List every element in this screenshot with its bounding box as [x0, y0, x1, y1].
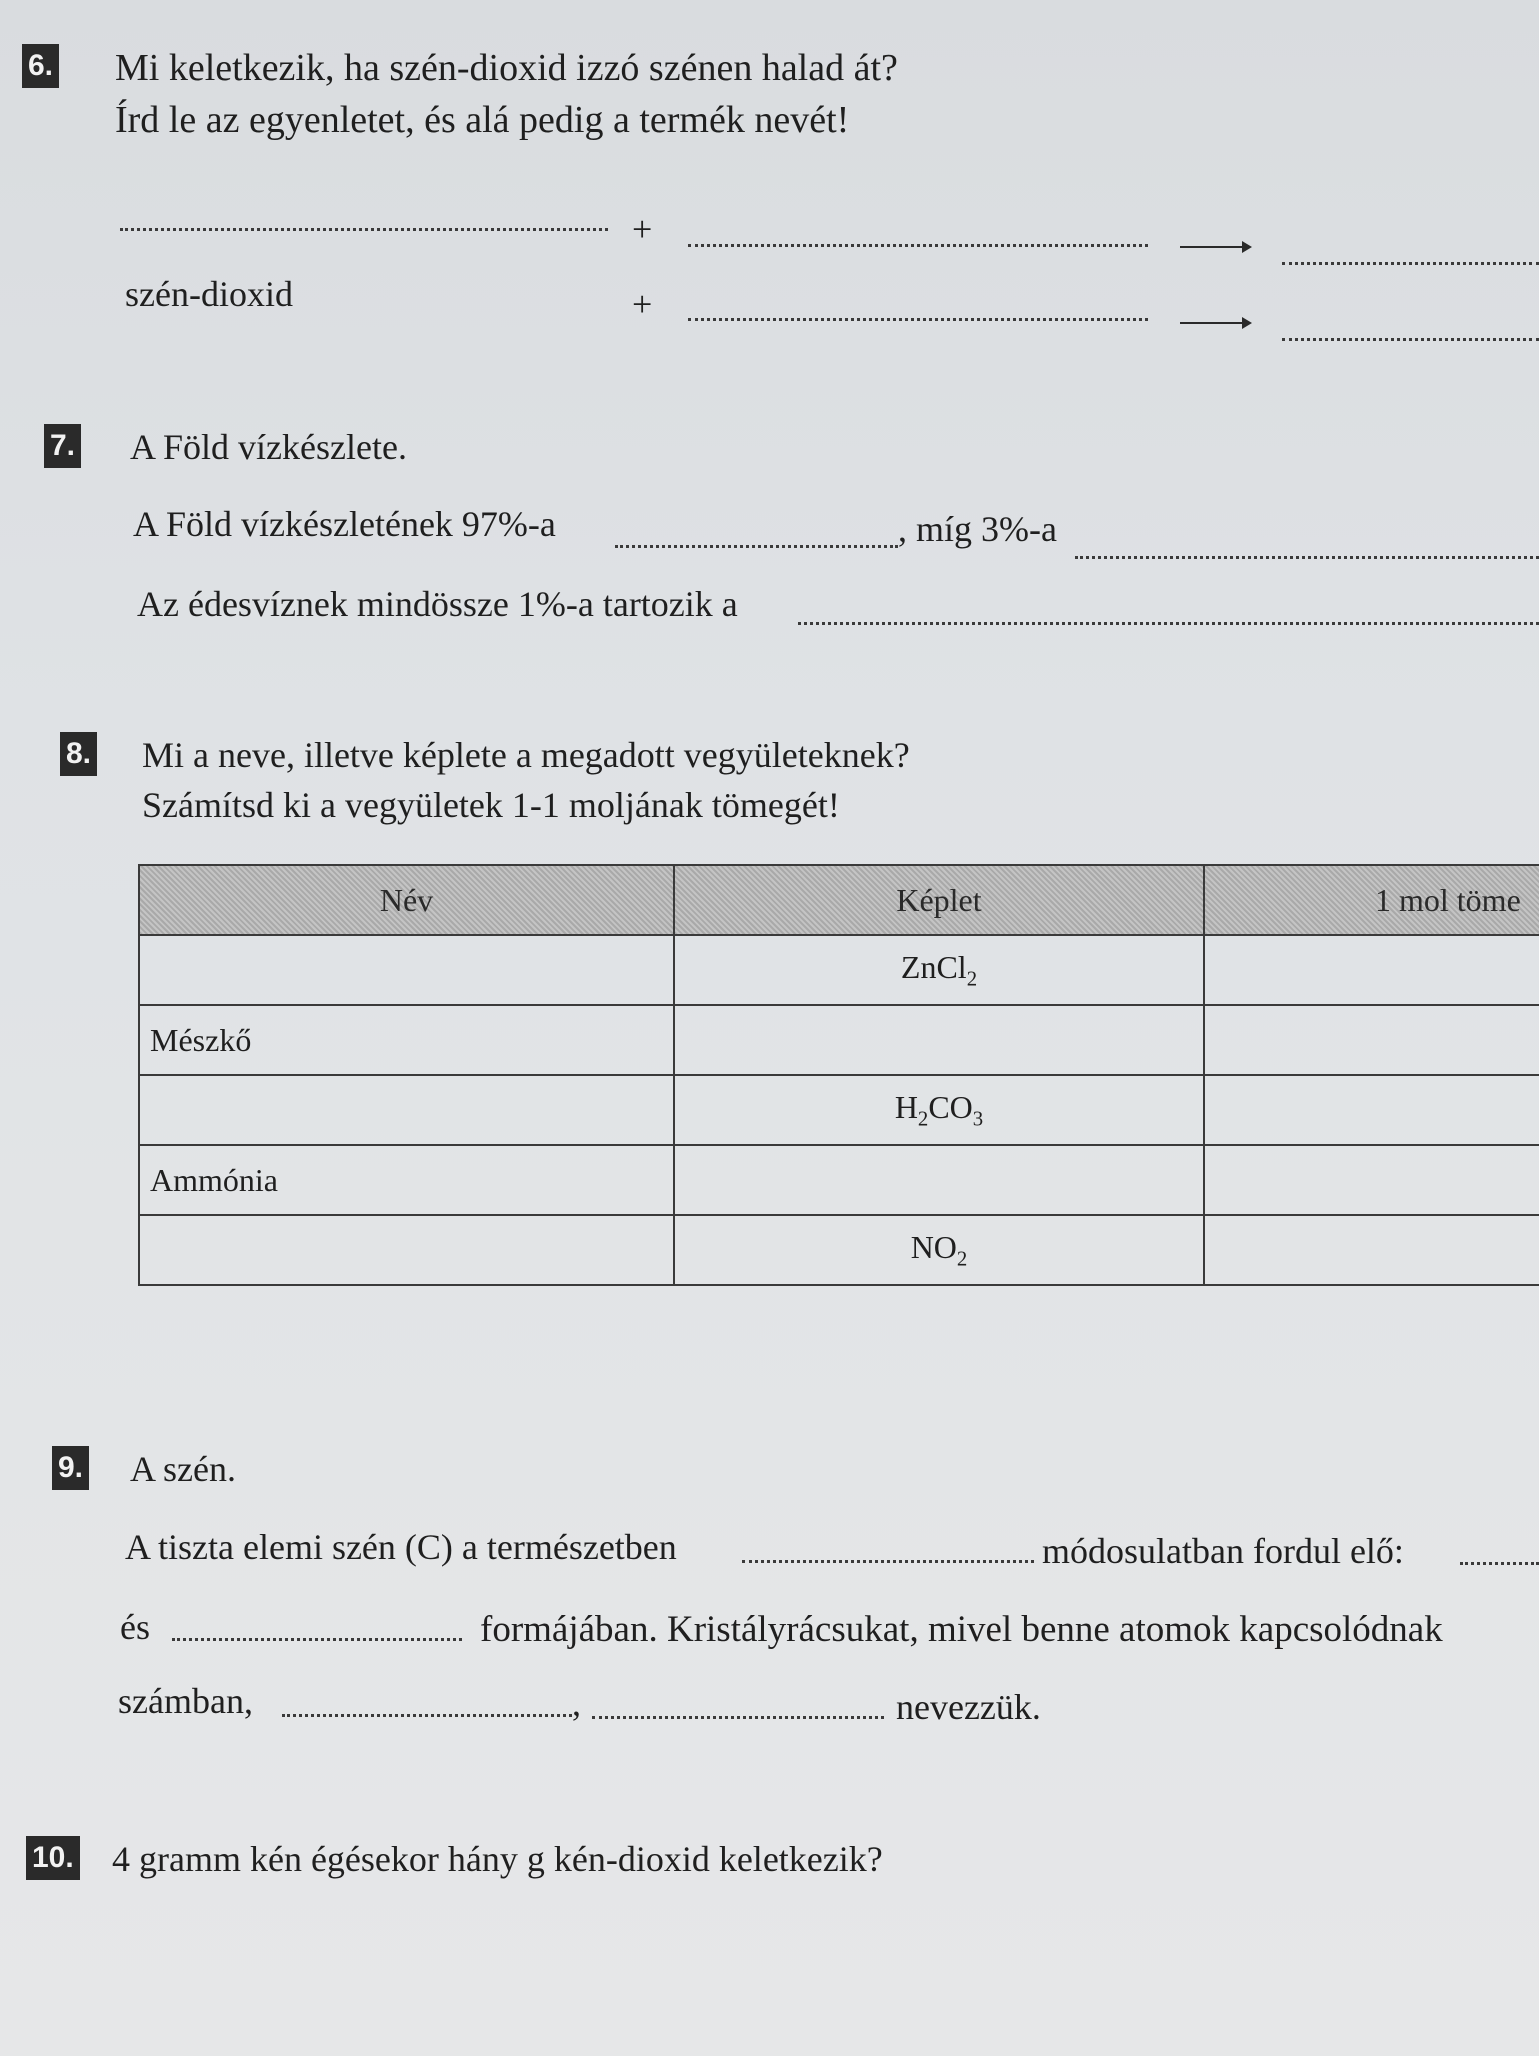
q7-line2-text: Az édesvíznek mindössze 1%-a tartozik a: [137, 584, 738, 624]
q9-line3-comma: ,: [572, 1683, 581, 1723]
q7-title: A Föld vízkészlete.: [130, 427, 407, 467]
formula-base: H: [894, 1088, 918, 1125]
cell-molar-mass[interactable]: [1204, 935, 1539, 1005]
question-number-7: 7.: [44, 424, 81, 468]
q9-blank-5[interactable]: [592, 1716, 884, 1719]
table-row: [139, 1075, 1539, 1145]
header-formula: Képlet: [674, 865, 1204, 935]
q7-line1-text-b: , míg 3%-a: [898, 509, 1057, 549]
question-number-9: 9.: [52, 1446, 89, 1490]
q6-blank-product-name[interactable]: [1282, 338, 1539, 341]
table-header-row: [139, 865, 1539, 935]
table-row: [139, 935, 1539, 1005]
q9-line1-text-a: A tiszta elemi szén (C) a természetben: [125, 1527, 677, 1567]
q6-question-line1: Mi keletkezik, ha szén-dioxid izzó szénen halad át?: [115, 47, 898, 89]
q9-line2-text-b: formájában. Kristályrácsukat, mivel benne atomok kapcsolódnak: [480, 1609, 1443, 1650]
cell-name[interactable]: [139, 1075, 674, 1145]
cell-name: Ammónia: [139, 1145, 674, 1215]
compound-table: [138, 864, 1539, 1286]
q9-line3-text-c: nevezzük.: [896, 1687, 1041, 1727]
formula-tail: CO: [928, 1088, 973, 1125]
q8-question-line2: Számítsd ki a vegyületek 1-1 moljának tömegét!: [142, 785, 840, 825]
q9-line2-text-a: és: [120, 1607, 150, 1647]
q7-blank-2[interactable]: [1075, 556, 1539, 559]
q7-blank-1[interactable]: [615, 545, 898, 548]
cell-formula[interactable]: [674, 935, 1204, 1005]
q9-blank-2[interactable]: [1460, 1562, 1539, 1565]
q6-reaction-arrow-1: [1180, 246, 1250, 248]
cell-name[interactable]: [139, 1215, 674, 1285]
q7-blank-3[interactable]: [798, 622, 1539, 625]
header-name: Név: [139, 865, 674, 935]
q6-blank-reactant2-name[interactable]: [688, 318, 1148, 321]
table-row: [139, 1145, 1539, 1215]
q8-question-line1: Mi a neve, illetve képlete a megadott vegyületeknek?: [142, 735, 910, 775]
cell-molar-mass[interactable]: [1204, 1005, 1539, 1075]
formula-subscript: 2: [956, 1247, 968, 1271]
cell-name[interactable]: [139, 935, 674, 1005]
table-row: [139, 1215, 1539, 1285]
cell-molar-mass[interactable]: [1204, 1145, 1539, 1215]
q10-question-text: 4 gramm kén égésekor hány g kén-dioxid keletkezik?: [112, 1839, 883, 1879]
cell-formula[interactable]: [674, 1145, 1204, 1215]
q6-plus-sign-1: +: [632, 209, 653, 249]
formula-subscript-2: 3: [972, 1107, 984, 1131]
q6-plus-sign-2: +: [632, 284, 653, 324]
table-row: [139, 1005, 1539, 1075]
q6-row2-label: szén-dioxid: [125, 274, 293, 314]
cell-formula[interactable]: [674, 1075, 1204, 1145]
q6-blank-product[interactable]: [1282, 262, 1539, 265]
q9-line3-text-a: számban,: [118, 1681, 253, 1721]
header-molar-mass: 1 mol töme: [1204, 865, 1539, 935]
question-number-8: 8.: [60, 732, 97, 776]
q9-blank-3[interactable]: [172, 1638, 462, 1641]
cell-formula[interactable]: [674, 1005, 1204, 1075]
cell-molar-mass[interactable]: [1204, 1215, 1539, 1285]
question-number-10: 10.: [26, 1836, 80, 1880]
formula-base: NO: [910, 1228, 957, 1265]
q6-blank-reactant2[interactable]: [688, 244, 1148, 247]
q6-blank-reactant1[interactable]: [120, 228, 608, 231]
q9-blank-4[interactable]: [282, 1714, 572, 1717]
q7-line1-text-a: A Föld vízkészletének 97%-a: [133, 504, 556, 544]
formula-base: ZnCl: [900, 948, 967, 985]
cell-formula[interactable]: [674, 1215, 1204, 1285]
question-number-6: 6.: [22, 44, 59, 88]
q9-blank-1[interactable]: [742, 1560, 1034, 1563]
formula-subscript: 2: [917, 1107, 929, 1131]
cell-molar-mass[interactable]: [1204, 1075, 1539, 1145]
formula-subscript: 2: [966, 967, 978, 991]
q9-title: A szén.: [130, 1449, 236, 1489]
q6-reaction-arrow-2: [1180, 322, 1250, 324]
q9-line1-text-b: módosulatban fordul elő:: [1042, 1531, 1404, 1571]
q6-question-line2: Írd le az egyenletet, és alá pedig a termék nevét!: [115, 99, 850, 141]
cell-name: Mészkő: [139, 1005, 674, 1075]
